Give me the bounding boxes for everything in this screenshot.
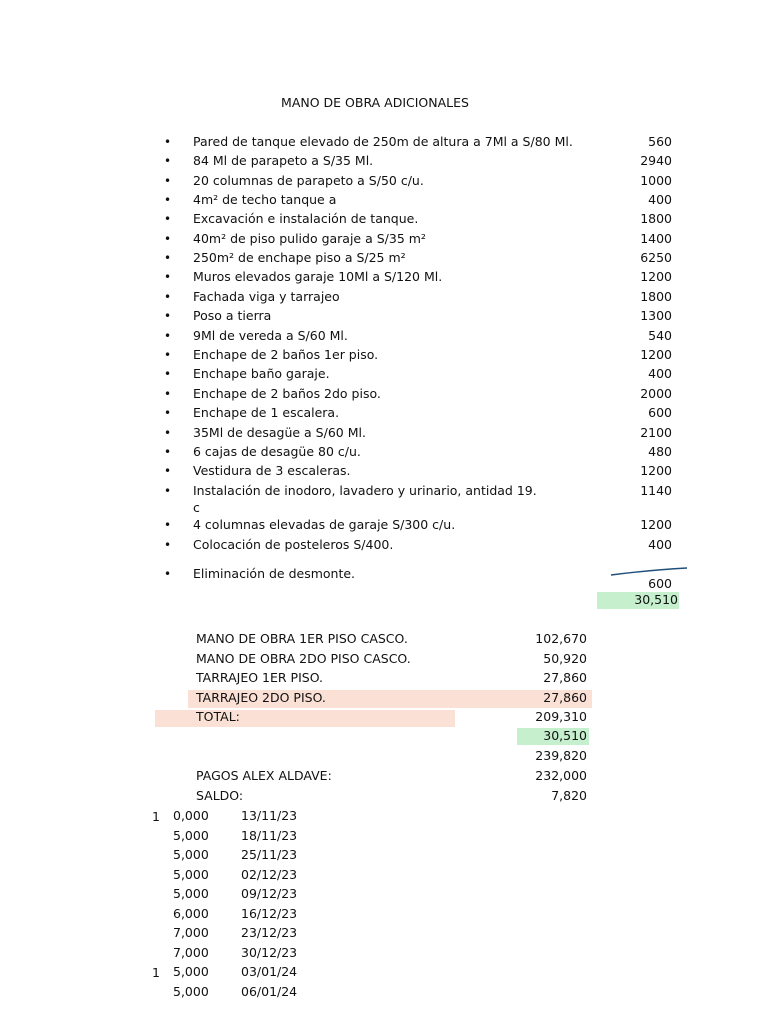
item-description: 40m² de piso pulido garaje a S/35 m² bbox=[193, 231, 426, 246]
item-description: 4 columnas elevadas de garaje S/300 c/u. bbox=[193, 517, 456, 532]
item-amount: 400 bbox=[648, 192, 672, 207]
bullet: • bbox=[164, 518, 172, 532]
payment-date: 16/12/23 bbox=[241, 905, 298, 921]
payment-date: 03/01/24 bbox=[241, 964, 298, 979]
payments-label: PAGOS ALEX ALDAVE: bbox=[196, 768, 332, 783]
item-amount: 540 bbox=[648, 328, 672, 343]
payment-amount: 6,000 bbox=[173, 905, 209, 921]
bullet: • bbox=[164, 329, 172, 343]
bullet: • bbox=[164, 406, 172, 420]
summary-label: TARRAJEO 1ER PISO. bbox=[196, 670, 324, 685]
item-description: Instalación de inodoro, lavadero y urinario, antidad 19. bbox=[193, 483, 537, 498]
bullet: • bbox=[164, 193, 172, 207]
bullet: • bbox=[164, 174, 172, 188]
item-description: Poso a tierra bbox=[193, 308, 272, 323]
item-description: Muros elevados garaje 10Ml a S/120 Ml. bbox=[193, 269, 443, 284]
summary-value: 50,920 bbox=[543, 651, 587, 666]
hand-drawn-underline bbox=[610, 566, 688, 578]
bullet: • bbox=[164, 154, 172, 168]
item-amount: 1300 bbox=[640, 308, 672, 323]
item-amount: 2940 bbox=[640, 153, 672, 168]
item-description: Excavación e instalación de tanque. bbox=[193, 211, 419, 226]
bullet: • bbox=[164, 367, 172, 381]
item-amount: 1800 bbox=[640, 289, 672, 304]
item-amount: 480 bbox=[648, 444, 672, 459]
item-amount: 560 bbox=[648, 134, 672, 149]
item-description: Fachada viga y tarrajeo bbox=[193, 289, 340, 304]
item-amount: 1400 bbox=[640, 231, 672, 246]
item-amount: 1140 bbox=[640, 483, 672, 498]
item-description: Eliminación de desmonte. bbox=[193, 566, 356, 581]
summary-value: 27,860 bbox=[543, 670, 587, 685]
summary-value: 209,310 bbox=[535, 709, 587, 724]
bullet: • bbox=[164, 484, 172, 498]
item-amount: 1200 bbox=[640, 347, 672, 362]
payment-amount: 5,000 bbox=[173, 866, 209, 882]
payment-date: 23/12/23 bbox=[241, 925, 298, 940]
summary-label: MANO DE OBRA 2DO PISO CASCO. bbox=[196, 651, 411, 666]
payment-date: 18/11/23 bbox=[241, 827, 298, 843]
bullet: • bbox=[164, 464, 172, 478]
bullet: • bbox=[164, 212, 172, 226]
item-description: Colocación de posteleros S/400. bbox=[193, 537, 394, 552]
item-description: Vestidura de 3 escaleras. bbox=[193, 463, 351, 478]
payment-amount: 7,000 bbox=[173, 944, 209, 960]
payment-date: 06/01/24 bbox=[241, 983, 298, 999]
item-description: Enchape de 2 baños 1er piso. bbox=[193, 347, 379, 362]
item-amount: 2000 bbox=[640, 386, 672, 401]
bullet: • bbox=[164, 290, 172, 304]
item-amount: 400 bbox=[648, 537, 672, 552]
item-description: 20 columnas de parapeto a S/50 c/u. bbox=[193, 173, 424, 188]
item-amount: 1200 bbox=[640, 517, 672, 532]
summary-value: 102,670 bbox=[535, 631, 587, 646]
payments-value: 232,000 bbox=[535, 768, 587, 783]
grand-total: 239,820 bbox=[535, 748, 587, 763]
item-description: 6 cajas de desagüe 80 c/u. bbox=[193, 444, 361, 459]
payment-date: 13/11/23 bbox=[241, 808, 298, 823]
payment-amount: 7,000 bbox=[173, 925, 209, 940]
item-amount: 400 bbox=[648, 366, 672, 381]
bullet: • bbox=[164, 232, 172, 246]
summary-label: TARRAJEO 2DO PISO. bbox=[196, 690, 326, 705]
bullet: • bbox=[164, 135, 172, 149]
item-description: 250m² de enchape piso a S/25 m² bbox=[193, 250, 406, 265]
payment-amount: 5,000 bbox=[173, 886, 209, 901]
payment-amount: 5,000 bbox=[173, 964, 209, 979]
item-amount: 1200 bbox=[640, 463, 672, 478]
payment-marker: 1 bbox=[152, 965, 160, 980]
item-description: 84 Ml de parapeto a S/35 Ml. bbox=[193, 153, 374, 168]
item-description: Pared de tanque elevado de 250m de altura a 7Ml a S/80 Ml. bbox=[193, 134, 573, 149]
item-description-continuation: c bbox=[193, 500, 200, 515]
payment-amount: 5,000 bbox=[173, 847, 209, 862]
item-amount: 1800 bbox=[640, 211, 672, 226]
bullet: • bbox=[164, 348, 172, 362]
payment-date: 02/12/23 bbox=[241, 866, 298, 882]
summary-label: MANO DE OBRA 1ER PISO CASCO. bbox=[196, 631, 408, 646]
item-description: Enchape de 1 escalera. bbox=[193, 405, 340, 420]
bullet: • bbox=[164, 426, 172, 440]
bullet: • bbox=[164, 309, 172, 323]
page-title: MANO DE OBRA ADICIONALES bbox=[281, 95, 469, 110]
payment-amount: 5,000 bbox=[173, 983, 209, 999]
saldo-value: 7,820 bbox=[551, 788, 587, 803]
summary-value: 27,860 bbox=[543, 690, 587, 705]
bullet: • bbox=[164, 251, 172, 265]
saldo-label: SALDO: bbox=[196, 788, 244, 803]
bullet: • bbox=[164, 387, 172, 401]
payment-date: 25/11/23 bbox=[241, 847, 298, 862]
additional-total: 30,510 bbox=[597, 592, 679, 609]
item-description: 9Ml de vereda a S/60 Ml. bbox=[193, 328, 348, 343]
item-amount: 1000 bbox=[640, 173, 672, 188]
summary-label: TOTAL: bbox=[196, 709, 240, 724]
item-amount: 6250 bbox=[640, 250, 672, 265]
added-value: 30,510 bbox=[517, 728, 589, 745]
item-amount: 600 bbox=[648, 576, 672, 591]
item-description: 4m² de techo tanque a bbox=[193, 192, 337, 207]
payment-amount: 5,000 bbox=[173, 827, 209, 843]
bullet: • bbox=[164, 567, 172, 581]
item-description: Enchape baño garaje. bbox=[193, 366, 330, 381]
item-description: Enchape de 2 baños 2do piso. bbox=[193, 386, 381, 401]
payment-date: 30/12/23 bbox=[241, 944, 298, 960]
item-amount: 600 bbox=[648, 405, 672, 420]
item-amount: 2100 bbox=[640, 425, 672, 440]
bullet: • bbox=[164, 270, 172, 284]
payment-date: 09/12/23 bbox=[241, 886, 298, 901]
item-amount: 1200 bbox=[640, 269, 672, 284]
bullet: • bbox=[164, 538, 172, 552]
bullet: • bbox=[164, 445, 172, 459]
payment-marker: 1 bbox=[152, 809, 160, 824]
item-description: 35Ml de desagüe a S/60 Ml. bbox=[193, 425, 366, 440]
payment-amount: 0,000 bbox=[173, 808, 209, 823]
